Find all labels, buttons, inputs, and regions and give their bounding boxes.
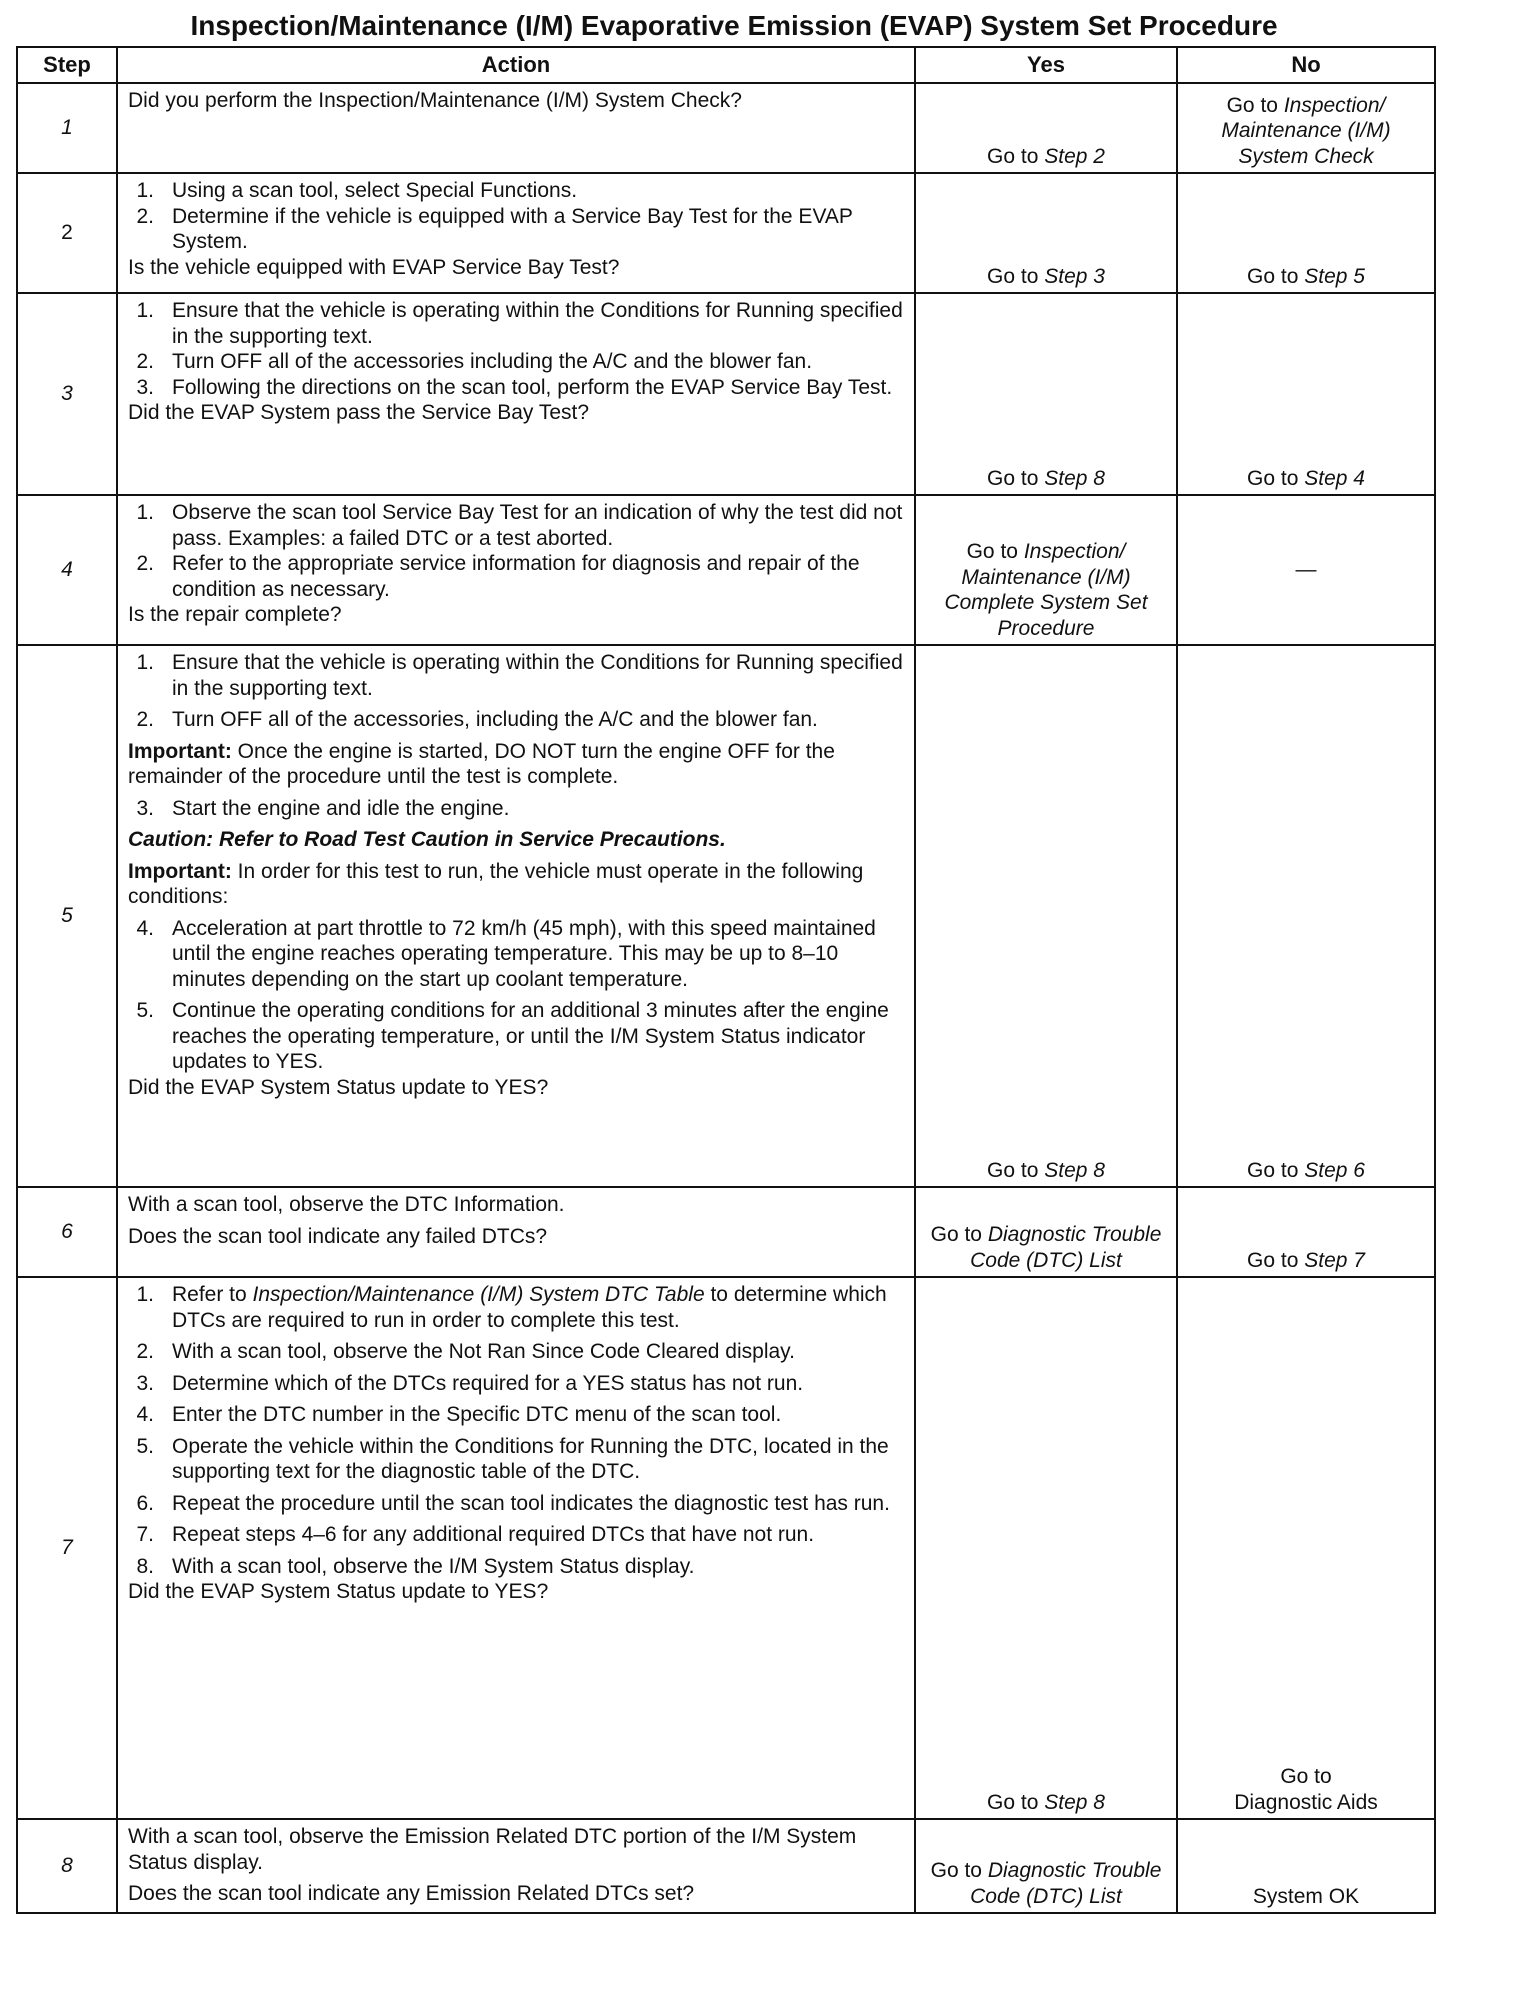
no-link[interactable]: Inspection/ Maintenance (I/M) System Check (1221, 93, 1391, 168)
no-cell[interactable] (1177, 293, 1435, 495)
yes-link[interactable]: Diagnostic Trouble Code (DTC) List (970, 1223, 1162, 1272)
procedure-page (16, 8, 1434, 1914)
list-item: 6. Repeat the procedure until the scan tool indicates the diagnostic test has run. (136, 1491, 890, 1515)
no-link[interactable]: Step 6 (1304, 1158, 1365, 1182)
system-ok-text: System OK (1252, 1884, 1360, 1908)
action-question: Does the scan tool indicate any failed DTCs? (128, 1224, 548, 1248)
yes-link[interactable]: Step 3 (1044, 264, 1105, 288)
no-cell (1177, 1819, 1435, 1913)
list-item: 1. Refer to Inspection/Maintenance (I/M) System DTC Table to determine which DTCs are required to run in order to complete this test. (136, 1283, 887, 1332)
action-cell (117, 645, 915, 1187)
table-row (17, 83, 1435, 173)
yes-prefix: Go to (930, 1859, 982, 1882)
step-number: 3 (17, 293, 117, 495)
yes-cell[interactable] (915, 293, 1177, 495)
yes-cell[interactable] (915, 495, 1177, 645)
no-prefix: Go to (1247, 1158, 1299, 1182)
yes-cell[interactable] (915, 1277, 1177, 1819)
table-row (17, 1277, 1435, 1819)
list-item: 2. With a scan tool, observe the Not Ran Since Code Cleared display. (136, 1340, 795, 1363)
no-prefix: Go to (1280, 1765, 1332, 1788)
action-question: Does the scan tool indicate any Emission Related DTCs set? (128, 1882, 695, 1905)
table-row (17, 495, 1435, 645)
no-cell[interactable] (1177, 83, 1435, 173)
step-number: 7 (17, 1277, 117, 1819)
step-number: 4 (17, 495, 117, 645)
no-link[interactable]: Step 5 (1304, 264, 1365, 288)
procedure-table (16, 46, 1436, 1914)
action-question: Did the EVAP System Status update to YES? (128, 1580, 549, 1603)
yes-link[interactable]: Step 8 (1044, 466, 1105, 490)
action-cell (117, 173, 915, 293)
no-link[interactable]: Diagnostic Aids (1234, 1790, 1378, 1814)
no-dash: — (1295, 557, 1317, 581)
header-action: Action (117, 47, 915, 83)
list-item: 3. Start the engine and idle the engine. (136, 796, 510, 820)
list-item: 2. Turn OFF all of the accessories including the A/C and the blower fan. (136, 350, 813, 373)
yes-link[interactable]: Diagnostic Trouble Code (DTC) List (970, 1859, 1162, 1908)
list-item: 2. Determine if the vehicle is equipped with a Service Bay Test for the EVAP System. (136, 204, 853, 253)
yes-prefix: Go to (987, 466, 1039, 490)
action-question: Is the repair complete? (128, 603, 342, 626)
table-row (17, 1819, 1435, 1913)
step-number: 1 (17, 83, 117, 173)
table-row (17, 173, 1435, 293)
step-number: 8 (17, 1819, 117, 1913)
list-item: 4. Acceleration at part throttle to 72 km/h (45 mph), with this speed maintained until the engine reaches operating temperature. This may be up to 8–10 minutes depending on the start up coolant temperature. (136, 916, 876, 991)
action-cell (117, 1277, 915, 1819)
list-item: 5. Continue the operating conditions for an additional 3 minutes after the engine reaches the operating temperature, or until the I/M System Status indicator updates to YES. (136, 999, 889, 1073)
important-note: Important: In order for this test to run, the vehicle must operate in the following conditions: (128, 859, 864, 908)
no-prefix: Go to (1247, 264, 1299, 288)
yes-prefix: Go to (966, 540, 1018, 563)
no-link[interactable]: Step 7 (1304, 1248, 1365, 1272)
list-item: 1. Observe the scan tool Service Bay Test for an indication of why the test did not pass. Examples: a failed DTC or a test aborted. (136, 501, 903, 550)
no-cell[interactable] (1177, 645, 1435, 1187)
page-title: Inspection/Maintenance (I/M) Evaporative Emission (EVAP) System Set Procedure (190, 10, 1278, 41)
yes-prefix: Go to (987, 144, 1039, 168)
table-header-row (17, 47, 1435, 83)
yes-cell[interactable] (915, 173, 1177, 293)
action-cell (117, 495, 915, 645)
header-step: Step (17, 47, 117, 83)
list-item: 2. Turn OFF all of the accessories, including the A/C and the blower fan. (136, 708, 818, 731)
list-item: 8. With a scan tool, observe the I/M System Status display. (136, 1554, 695, 1578)
step-number: 6 (17, 1187, 117, 1277)
action-cell (117, 1819, 915, 1913)
list-item: 4. Enter the DTC number in the Specific DTC menu of the scan tool. (136, 1403, 782, 1426)
yes-link[interactable]: Step 8 (1044, 1158, 1105, 1182)
table-row (17, 645, 1435, 1187)
header-yes: Yes (915, 47, 1177, 83)
action-cell (117, 83, 915, 173)
no-cell (1177, 495, 1435, 645)
list-item: 1. Ensure that the vehicle is operating within the Conditions for Running specified in the supporting text. (136, 299, 903, 348)
yes-cell[interactable] (915, 83, 1177, 173)
action-question: Is the vehicle equipped with EVAP Service Bay Test? (128, 255, 620, 279)
list-item: 2. Refer to the appropriate service information for diagnosis and repair of the condition as necessary. (136, 552, 860, 601)
no-cell[interactable] (1177, 173, 1435, 293)
no-link[interactable]: Step 4 (1304, 466, 1365, 490)
action-question: Did you perform the Inspection/Maintenance (I/M) System Check? (128, 89, 742, 112)
dtc-table-link[interactable]: Inspection/Maintenance (I/M) System DTC Table (252, 1283, 705, 1306)
yes-prefix: Go to (987, 1790, 1039, 1814)
action-line: With a scan tool, observe the DTC Information. (128, 1193, 565, 1216)
action-question: Did the EVAP System pass the Service Bay Test? (128, 401, 590, 424)
no-cell[interactable] (1177, 1277, 1435, 1819)
list-item: 5. Operate the vehicle within the Conditions for Running the DTC, located in the supporting text for the diagnostic table of the DTC. (136, 1434, 889, 1483)
yes-prefix: Go to (987, 264, 1039, 288)
action-line: With a scan tool, observe the Emission Related DTC portion of the I/M System Status display. (128, 1825, 857, 1874)
yes-prefix: Go to (930, 1223, 982, 1246)
header-no: No (1177, 47, 1435, 83)
yes-cell[interactable] (915, 1819, 1177, 1913)
no-prefix: Go to (1226, 93, 1278, 117)
yes-cell[interactable] (915, 645, 1177, 1187)
list-item: 3. Determine which of the DTCs required for a YES status has not run. (136, 1371, 804, 1395)
table-row (17, 1187, 1435, 1277)
table-row (17, 293, 1435, 495)
yes-link[interactable]: Step 2 (1044, 144, 1105, 168)
yes-prefix: Go to (987, 1158, 1039, 1182)
action-question: Did the EVAP System Status update to YES? (128, 1075, 549, 1099)
action-cell (117, 293, 915, 495)
step-number: 5 (17, 645, 117, 1187)
list-item: 7. Repeat steps 4–6 for any additional required DTCs that have not run. (136, 1523, 815, 1546)
list-item: 1. Ensure that the vehicle is operating within the Conditions for Running specified in the supporting text. (136, 651, 903, 700)
step-number: 2 (17, 173, 117, 293)
caution-note: Caution: Refer to Road Test Caution in Service Precautions. (128, 828, 726, 851)
important-note: Important: Once the engine is started, DO NOT turn the engine OFF for the remainder of the procedure until the test is complete. (128, 739, 835, 788)
yes-link[interactable]: Step 8 (1044, 1790, 1105, 1814)
no-cell[interactable] (1177, 1187, 1435, 1277)
yes-link[interactable]: Inspection/ Maintenance (I/M) Complete System Set Procedure (944, 540, 1148, 640)
no-prefix: Go to (1247, 466, 1299, 490)
list-item: 1. Using a scan tool, select Special Functions. (136, 179, 578, 202)
no-prefix: Go to (1247, 1248, 1299, 1272)
list-item: 3. Following the directions on the scan tool, perform the EVAP Service Bay Test. (136, 375, 893, 399)
action-cell (117, 1187, 915, 1277)
yes-cell[interactable] (915, 1187, 1177, 1277)
